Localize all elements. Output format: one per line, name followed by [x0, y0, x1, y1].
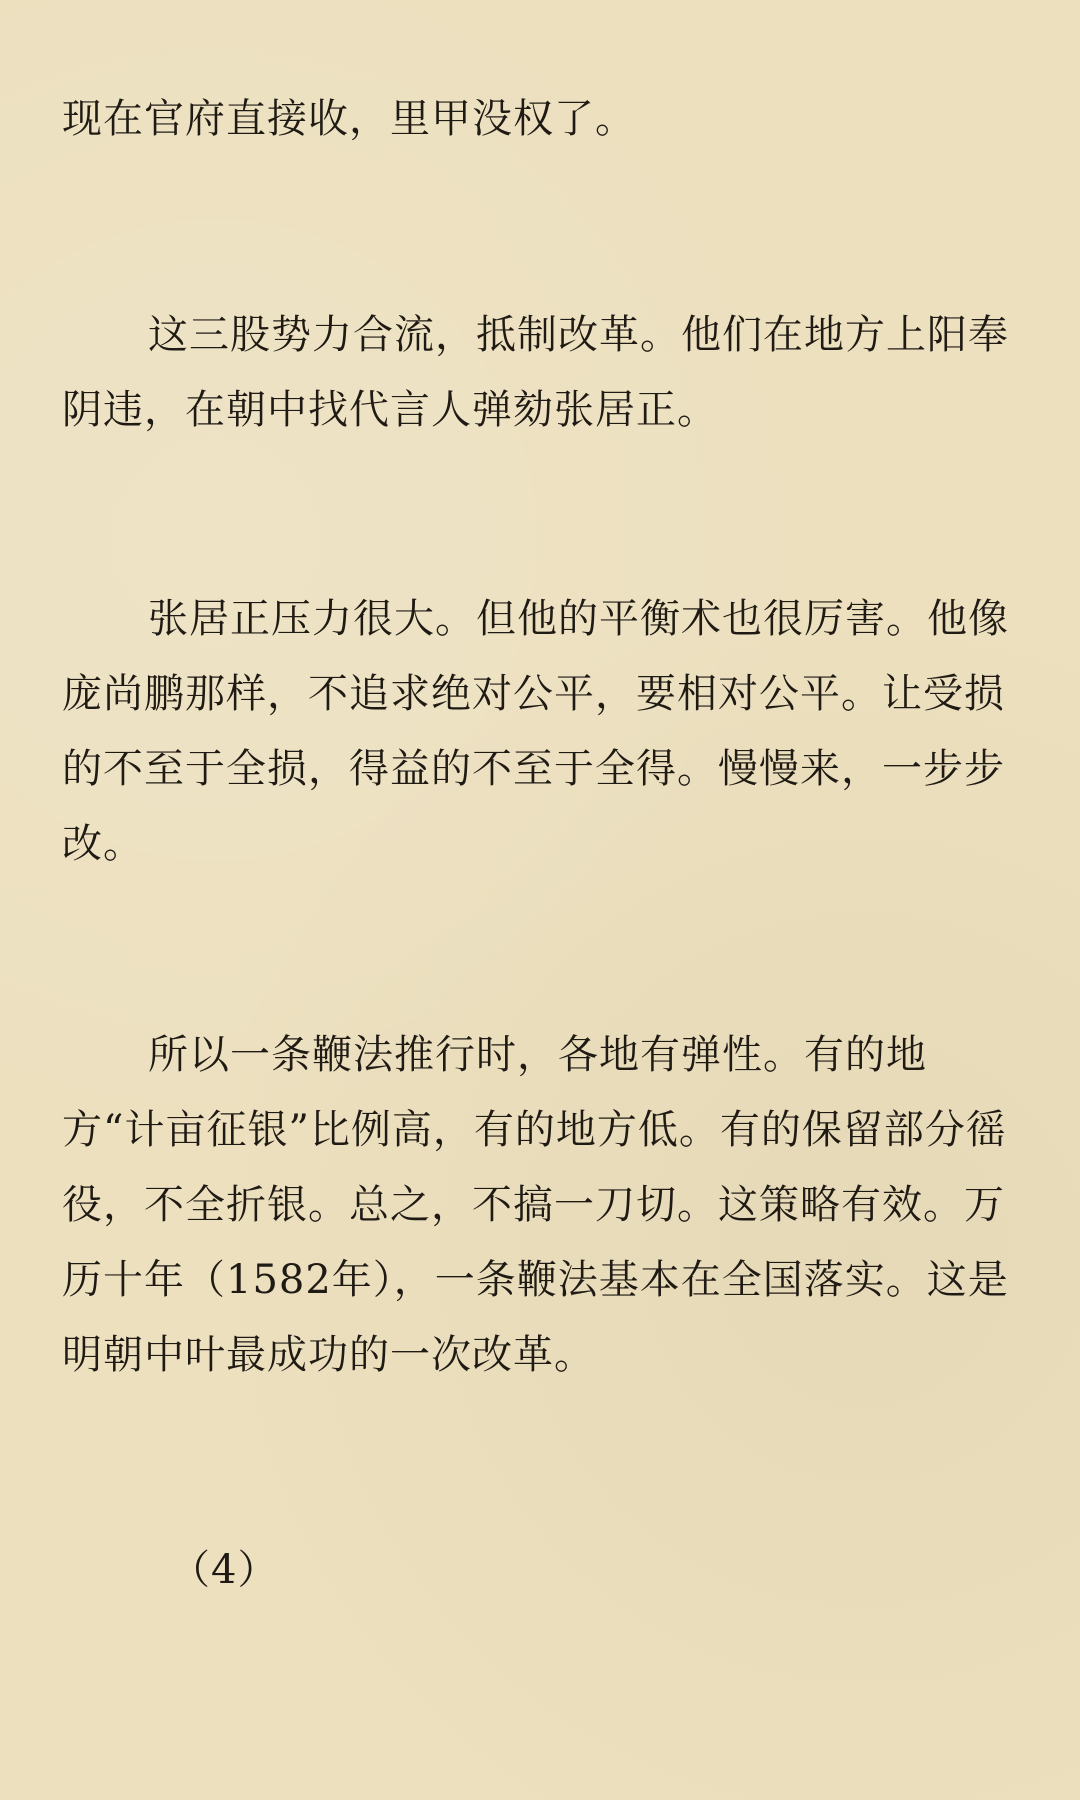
section-number: （4） — [170, 1547, 279, 1593]
paragraph: 所以一条鞭法推行时，各地有弹性。有的地方“计亩征银”比例高，有的地方低。有的保留部分徭役，不全折银。总之，不搞一刀切。这策略有效。万历十年（1582年），一条鞭法基本在全国落实。这是明朝中叶最成功的一次改革。 — [62, 1032, 1009, 1378]
paragraph: 现在官府直接收，里甲没权了。 — [62, 96, 636, 142]
paragraph: 张居正压力很大。但他的平衡术也很厉害。他像庞尚鹏那样，不追求绝对公平，要相对公平。让受损的不至于全损，得益的不至于全得。慢慢来，一步步改。 — [62, 596, 1009, 867]
paragraph: 这三股势力合流，抵制改革。他们在地方上阳奉阴违，在朝中找代言人弹劾张居正。 — [62, 312, 1009, 433]
